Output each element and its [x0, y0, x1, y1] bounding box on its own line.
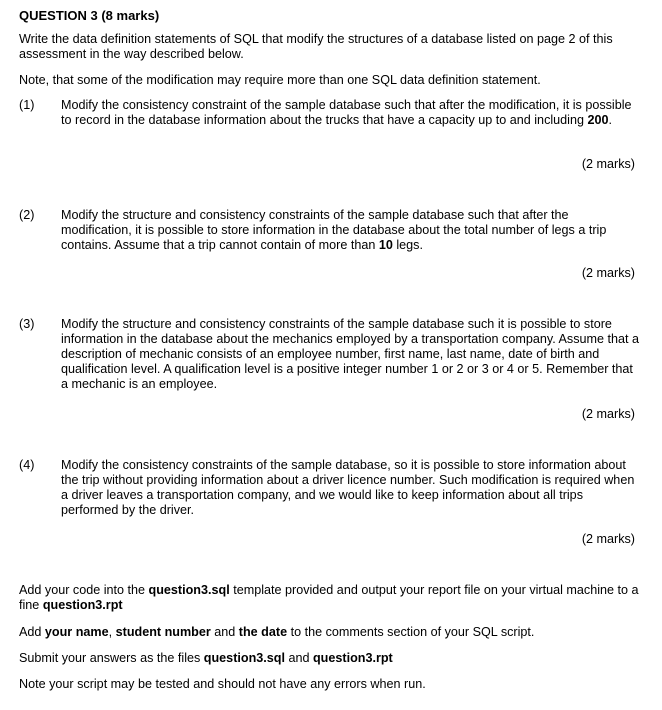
text-part: to the comments section of your SQL script.	[287, 625, 535, 639]
item-text-part: Modify the consistency constraint of the sample database such that after the modification, it is possible to record in the database information about the trucks that have a capacity up to and including	[61, 98, 632, 127]
item-number: (2)	[19, 208, 35, 222]
item-text: Modify the consistency constraints of the sample database, so it is possible to store information about the trip without providing information about a driver licence number. Such modification is required when a driver leaves a transportation company, and we would like to keep information about all trips performed by the driver.	[61, 458, 635, 517]
text-part: ,	[108, 625, 116, 639]
text-part: and	[284, 651, 313, 665]
footer-instruction-comments	[19, 625, 641, 640]
question-intro: Write the data definition statements of SQL that modify the structures of a database listed on page 2 of this assessment in the way described below.	[19, 32, 613, 61]
item-text	[61, 98, 641, 128]
footer-instruction-note: Note your script may be tested and should not have any errors when run.	[19, 677, 426, 691]
text-bold: your name	[44, 625, 109, 639]
text-part: Submit your answers as the files	[19, 651, 204, 665]
item-number: (1)	[19, 98, 35, 112]
text-bold: the date	[238, 625, 288, 639]
item-marks: (2 marks)	[581, 532, 635, 546]
filename-rpt: question3.rpt	[42, 598, 123, 612]
filename-rpt: question3.rpt	[312, 651, 393, 665]
item-number: (4)	[19, 458, 35, 472]
text-bold: student number	[115, 625, 211, 639]
item-marks: (2 marks)	[581, 157, 635, 171]
question-note: Note, that some of the modification may require more than one SQL data definition statement.	[19, 73, 541, 87]
item-text-part: Modify the structure and consistency constraints of the sample database such that after the modification, it is possible to store information in the database about the total number of legs a trip contains. Assume that a trip cannot contain of more than	[61, 208, 607, 252]
filename-sql: question3.sql	[203, 651, 285, 665]
item-marks: (2 marks)	[581, 266, 635, 280]
item-text: Modify the structure and consistency constraints of the sample database such it is possible to store information in the database about the mechanics employed by a transportation company. Assume that a description of mechanic consists of an employee number, first name, last name, date of birth and qualification level. A qualification level is a positive integer number 1 or 2 or 3 or 4 or 5. Remember that a mechanic is an employee.	[61, 317, 640, 391]
item-text-part: .	[608, 113, 612, 127]
item-text-bold: 200	[587, 113, 609, 127]
item-number: (3)	[19, 317, 35, 331]
filename-sql: question3.sql	[148, 583, 230, 597]
text-part: Add	[19, 625, 45, 639]
item-marks: (2 marks)	[581, 407, 635, 421]
item-text-part: legs.	[392, 238, 423, 252]
text-part: and	[210, 625, 239, 639]
item-text-bold: 10	[378, 238, 393, 252]
text-part: Add your code into the	[19, 583, 149, 597]
footer-instruction-submit	[19, 651, 641, 666]
question-title: QUESTION 3 (8 marks)	[19, 8, 160, 23]
text-part: template provided and output your report file on your virtual machine to a fine	[19, 583, 639, 612]
footer-instruction-code	[19, 583, 641, 613]
item-text	[61, 208, 641, 253]
